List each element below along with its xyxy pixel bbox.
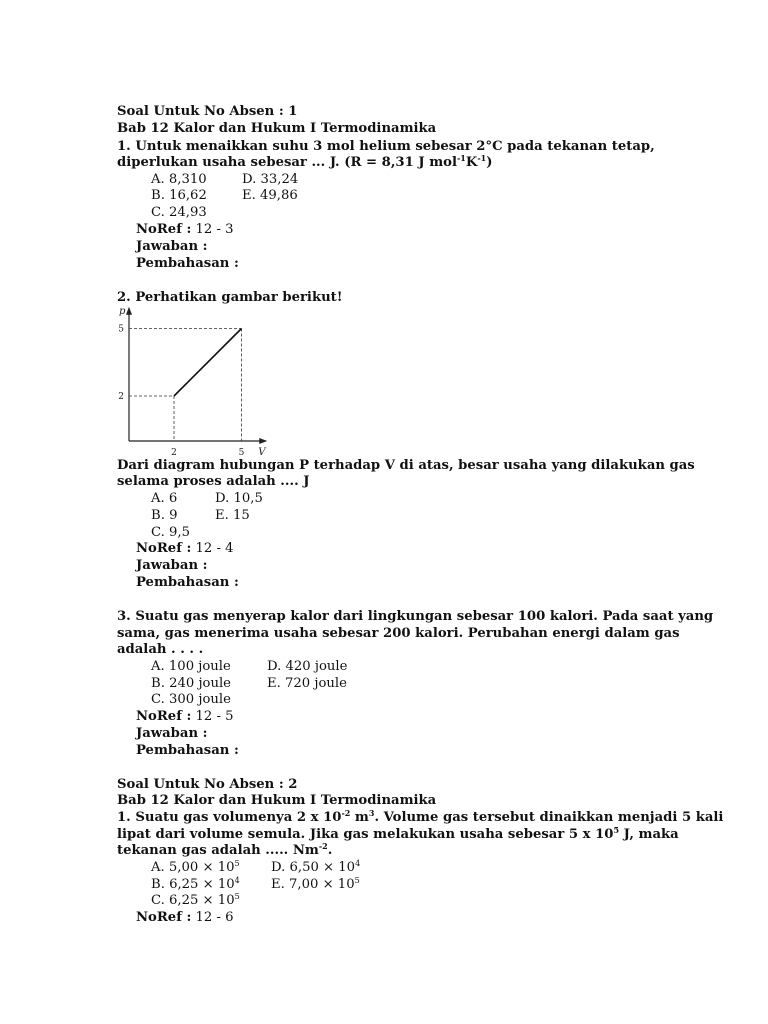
x-tick-label: 5 <box>238 448 245 458</box>
series-line <box>174 329 242 397</box>
question-3-line-1: 3. Suatu gas menyerap kalor dari lingkungan sebesar 100 kalori. Pada saat yang <box>117 609 714 624</box>
option-d: D. 10,5 <box>215 491 263 506</box>
option-c: C. 24,93 <box>151 205 207 220</box>
discussion-label: Pembahasan : <box>136 743 239 758</box>
question-4-line-2: lipat dari volume semula. Jika gas melakukan usaha sebesar 5 x $10^5$ J, maka <box>117 825 679 842</box>
chapter-title: Bab 12 Kalor dan Hukum I Termodinamika <box>117 121 437 136</box>
answer-label: Jawaban : <box>136 558 208 573</box>
answer-label: Jawaban : <box>136 239 208 254</box>
pv-diagram <box>112 306 282 460</box>
chapter-title: Bab 12 Kalor dan Hukum I Termodinamika <box>117 793 437 808</box>
y-tick-label: 2 <box>118 392 124 402</box>
question-1-line-1: 1. Untuk menaikkan suhu 3 mol helium sebesar 2°C pada tekanan tetap, <box>117 139 655 154</box>
option-a: A. 100 joule <box>151 659 231 674</box>
y-axis-arrow <box>126 307 132 315</box>
noref: NoRef : 12 - 3 <box>136 222 234 237</box>
option-a: A. 6 <box>151 491 178 506</box>
y-axis-label: p <box>119 306 126 317</box>
option-e: E. 49,86 <box>242 188 298 203</box>
discussion-label: Pembahasan : <box>136 256 239 271</box>
option-d: D. 33,24 <box>242 172 299 187</box>
question-4-line-3: tekanan gas adalah ..... $Nm^{-2}$. <box>117 841 333 858</box>
discussion-label: Pembahasan : <box>136 575 239 590</box>
option-e: E. $7,00 \times 10^5$ <box>271 876 360 892</box>
option-a: A. 8,310 <box>151 172 207 187</box>
question-4-line-1: 1. Suatu gas volumenya 2 x $10^{-2}$ $m^3$. Volume gas tersebut dinaikkan menjadi 5 kali <box>117 808 724 825</box>
option-b: B. $6,25 \times 10^4$ <box>151 876 240 892</box>
section-heading: Soal Untuk No Absen : 2 <box>117 777 298 792</box>
option-e: E. 720 joule <box>267 676 347 691</box>
y-tick-label: 5 <box>118 324 124 335</box>
section-heading: Soal Untuk No Absen : 1 <box>117 104 298 119</box>
option-c: C. $6,25 \times 10^5$ <box>151 892 240 908</box>
x-axis-arrow <box>259 438 267 444</box>
option-b: B. 9 <box>151 508 178 523</box>
x-axis-label: V <box>258 447 266 458</box>
question-2-prompt: 2. Perhatikan gambar berikut! <box>117 290 343 305</box>
option-b: B. 240 joule <box>151 676 231 691</box>
option-c: C. 9,5 <box>151 525 190 540</box>
question-2-text-1: Dari diagram hubungan P terhadap V di atas, besar usaha yang dilakukan gas <box>117 458 695 473</box>
option-d: D. $6,50 \times 10^4$ <box>271 859 361 875</box>
question-1-line-2: diperlukan usaha sebesar ... J. (R = 8,31 J $mol^{-1}K^{-1}$) <box>117 153 493 170</box>
noref: NoRef : 12 - 6 <box>136 910 234 925</box>
x-tick-label: 2 <box>171 448 177 458</box>
question-2-text-2: selama proses adalah .... J <box>117 474 310 489</box>
question-3-line-3: adalah . . . . <box>117 642 204 657</box>
option-e: E. 15 <box>215 508 250 523</box>
noref: NoRef : 12 - 5 <box>136 709 234 724</box>
option-c: C. 300 joule <box>151 692 231 707</box>
question-3-line-2: sama, gas menerima usaha sebesar 200 kalori. Perubahan energi dalam gas <box>117 626 680 641</box>
option-d: D. 420 joule <box>267 659 348 674</box>
option-b: B. 16,62 <box>151 188 207 203</box>
option-a: A. $5,00 \times 10^5$ <box>151 859 240 875</box>
noref: NoRef : 12 - 4 <box>136 541 234 556</box>
answer-label: Jawaban : <box>136 726 208 741</box>
